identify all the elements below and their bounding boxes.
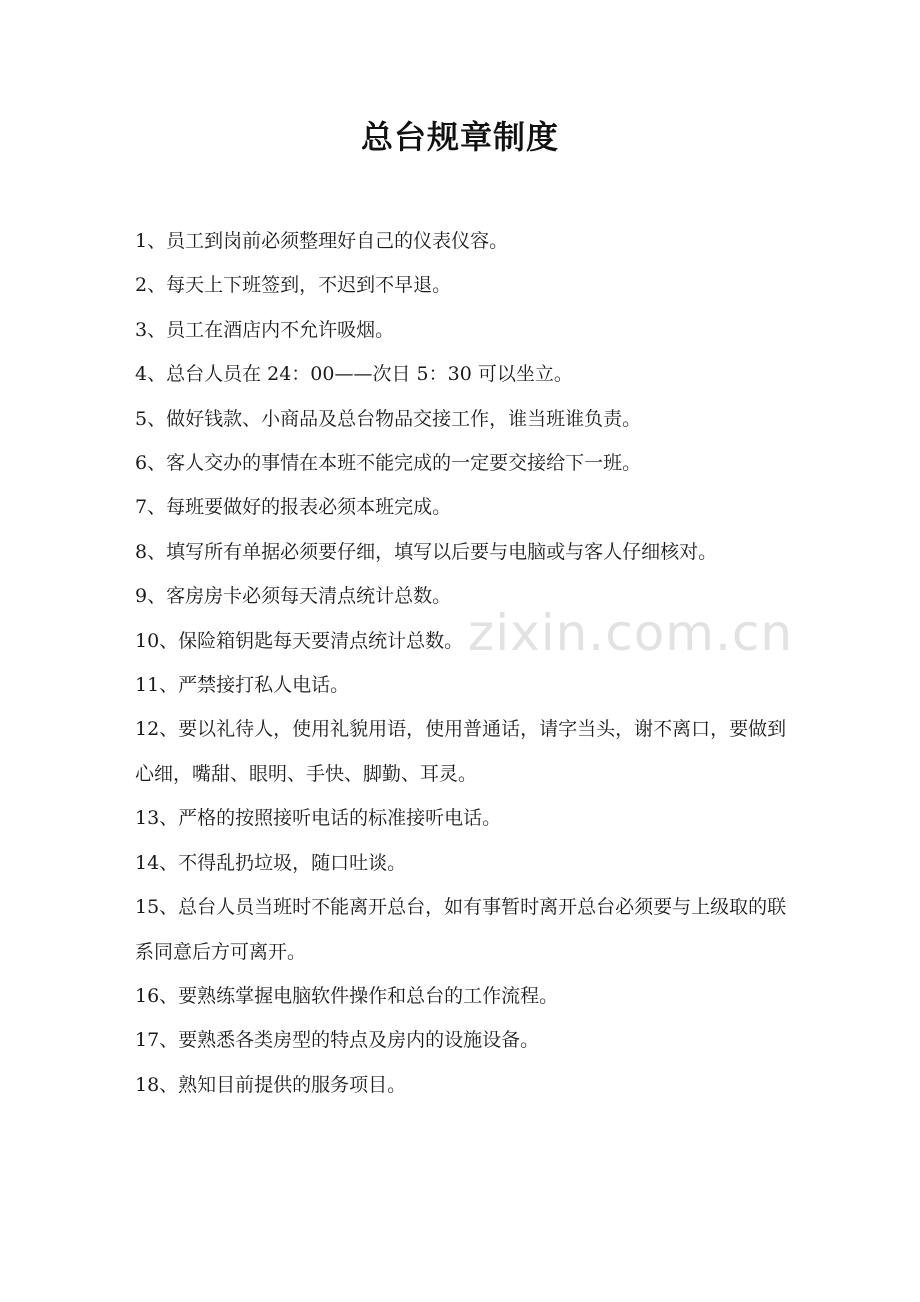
rule-item: 4、总台人员在 24：00——次日 5：30 可以坐立。 — [135, 363, 573, 386]
rule-item: 9、客房房卡必须每天清点统计总数。 — [135, 585, 452, 608]
watermark: zixin.com.cn — [468, 604, 794, 662]
rule-item: 5、做好钱款、小商品及总台物品交接工作，谁当班谁负责。 — [135, 407, 642, 430]
rule-item: 7、每班要做好的报表必须本班完成。 — [135, 496, 452, 519]
rules-list — [135, 219, 795, 1107]
rule-item: 8、填写所有单据必须要仔细，填写以后要与电脑或与客人仔细核对。 — [135, 540, 718, 563]
rule-item: 18、熟知目前提供的服务项目。 — [135, 1073, 407, 1096]
rule-item: 10、保险箱钥匙每天要清点统计总数。 — [135, 629, 464, 652]
rule-item: 11、严禁接打私人电话。 — [135, 674, 350, 697]
rule-item: 1、员工到岗前必须整理好自己的仪表仪容。 — [135, 230, 509, 252]
rule-item: 6、客人交办的事情在本班不能完成的一定要交接给下一班。 — [135, 452, 642, 475]
rule-item: 12、要以礼待人，使用礼貌用语，使用普通话，请字当头，谢不离口，要做到心细，嘴甜、眼明、手快、脚勤、耳灵。 — [135, 718, 787, 785]
rule-item: 15、总台人员当班时不能离开总台，如有事暂时离开总台必须要与上级取的联系同意后方可离开。 — [135, 896, 787, 963]
rule-item: 3、员工在酒店内不允许吸烟。 — [135, 318, 395, 341]
rule-item: 13、严格的按照接听电话的标准接听电话。 — [135, 807, 502, 830]
rule-item: 17、要熟悉各类房型的特点及房内的设施设备。 — [135, 1029, 540, 1052]
rule-item: 2、每天上下班签到，不迟到不早退。 — [135, 274, 452, 297]
rule-item: 14、不得乱扔垃圾，随口吐谈。 — [135, 851, 407, 874]
rule-item: 16、要熟练掌握电脑软件操作和总台的工作流程。 — [135, 984, 559, 1007]
page-title: 总台规章制度 — [360, 118, 559, 156]
